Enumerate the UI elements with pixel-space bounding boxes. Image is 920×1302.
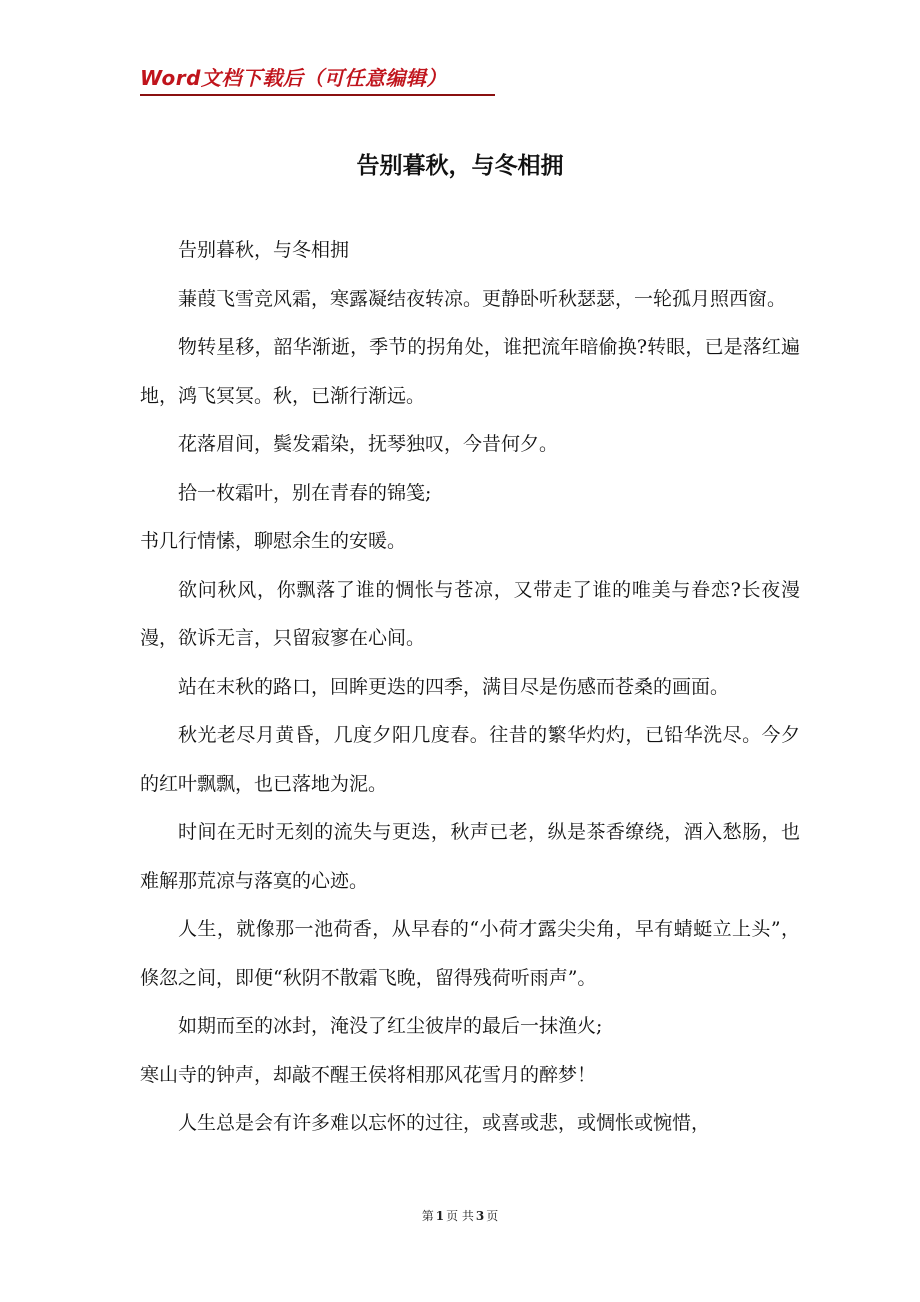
body-paragraph: 欲问秋风，你飘落了谁的惆怅与苍凉，又带走了谁的唯美与眷恋?长夜漫漫，欲诉无言，只留寂寥在心间。 xyxy=(140,578,800,649)
body-paragraph: 人生总是会有许多难以忘怀的过往，或喜或悲，或惆怅或惋惜， xyxy=(178,1112,711,1134)
banner-text: Word文档下载后（可任意编辑） xyxy=(140,66,447,90)
footer-suffix: 页 xyxy=(486,1209,499,1223)
body-paragraph: 书几行情愫，聊慰余生的安暖。 xyxy=(140,530,407,552)
body-paragraph: 花落眉间，鬓发霜染，抚琴独叹，今昔何夕。 xyxy=(178,433,559,455)
body-paragraph: 如期而至的冰封，淹没了红尘彼岸的最后一抹渔火; xyxy=(178,1015,603,1037)
body-paragraph: 物转星移，韶华渐逝，季节的拐角处，谁把流年暗偷换?转眼，已是落红遍地，鸿飞冥冥。秋，已渐行渐远。 xyxy=(140,336,800,407)
body-paragraph: 站在末秋的路口，回眸更迭的四季，满目尽是伤感而苍桑的画面。 xyxy=(178,675,730,698)
footer-prefix: 第 xyxy=(421,1209,434,1223)
body-paragraph: 时间在无时无刻的流失与更迭，秋声已老，纵是茶香缭绕，酒入愁肠，也难解那荒凉与落寞的心迹。 xyxy=(140,821,800,892)
body-paragraph: 告别暮秋，与冬相拥 xyxy=(178,239,350,261)
document-title: 告别暮秋，与冬相拥 xyxy=(356,152,564,179)
body-paragraph: 蒹葭飞雪竞风霜，寒露凝结夜转凉。更静卧听秋瑟瑟，一轮孤月照西窗。 xyxy=(178,287,787,310)
body-paragraph: 人生，就像那一池荷香，从早春的“小荷才露尖尖角，早有蜻蜓立上头”，倏忽之间，即便“秋阴不散霜飞晚，留得残荷听雨声”。 xyxy=(140,918,800,989)
body-paragraph: 秋光老尽月黄昏，几度夕阳几度春。往昔的繁华灼灼，已铅华洗尽。今夕的红叶飘飘，也已落地为泥。 xyxy=(140,724,800,795)
footer-middle: 页 共 xyxy=(446,1209,474,1223)
footer-total-pages: 3 xyxy=(475,1209,485,1223)
footer-current-page: 1 xyxy=(435,1209,445,1223)
body-paragraph: 寒山寺的钟声，却敲不醒王侯将相那风花雪月的醉梦！ xyxy=(140,1063,597,1086)
download-banner xyxy=(140,62,495,96)
body-paragraph: 拾一枚霜叶，别在青春的锦笺; xyxy=(178,481,432,504)
page-footer xyxy=(0,1206,920,1226)
document-body xyxy=(140,226,800,1148)
